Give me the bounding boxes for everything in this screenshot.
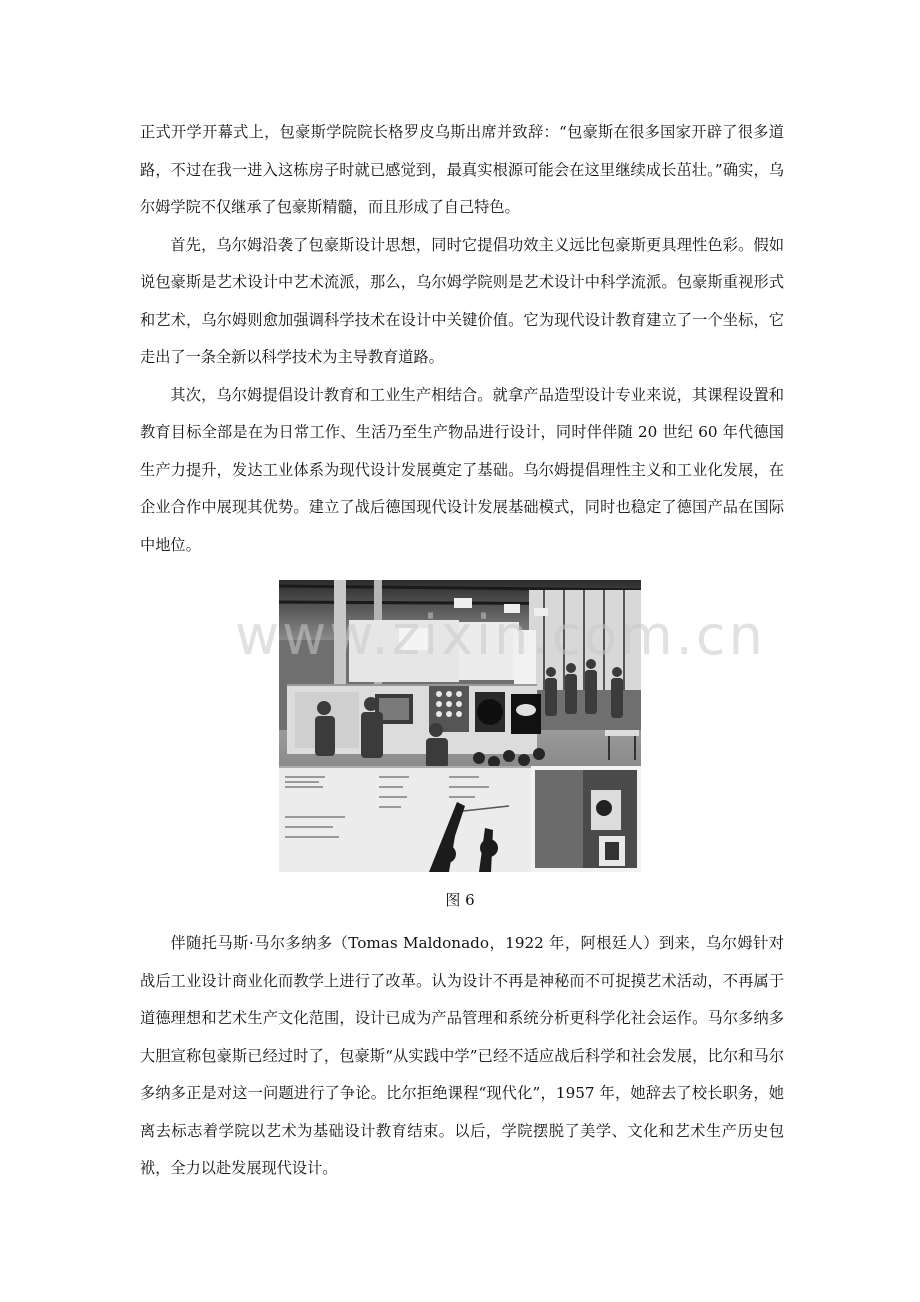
text-block-top (140, 114, 784, 564)
paragraph-2: 首先，乌尔姆沿袭了包豪斯设计思想，同时它提倡功效主义远比包豪斯更具理性色彩。假如说包豪斯是艺术设计中艺术流派，那么，乌尔姆学院则是艺术设计中科学流派。包豪斯重视形式和艺术，乌尔姆则愈加强调科学技术在设计中关键价值。它为现代设计教育建立了一个坐标，它走出了一条全新以科学技术为主导教育道路。 (140, 235, 784, 366)
text-block-bottom (140, 925, 784, 1188)
exhibition-photo (279, 580, 641, 872)
paragraph-1: 正式开学开幕式上，包豪斯学院院长格罗皮乌斯出席并致辞：“包豪斯在很多国家开辟了很多道路，不过在我一进入这栋房子时就已感觉到，最真实根源可能会在这里继续成长茁壮。”确实，乌尔姆学院不仅继承了包豪斯精髓，而且形成了自己特色。 (140, 123, 784, 216)
exhibition-photo-illustration (279, 580, 641, 872)
figure-caption: 图 6 (445, 891, 475, 909)
paragraph-3: 其次，乌尔姆提倡设计教育和工业生产相结合。就拿产品造型设计专业来说，其课程设置和教育目标全部是在为日常工作、生活乃至生产物品进行设计，同时伴伴随 20 世纪 60 年代德国生产力提升，发达工业体系为现代设计发展奠定了基础。乌尔姆提倡理性主义和工业化发展，在企业合作中展现其优势。建立了战后德国现代设计发展基础模式，同时也稳定了德国产品在国际中地位。 (140, 385, 784, 554)
paragraph-4: 伴随托马斯·马尔多纳多（Tomas Maldonado，1922 年，阿根廷人）到来，乌尔姆针对战后工业设计商业化而教学上进行了改革。认为设计不再是神秘而不可捉摸艺术活动，不再属于道德理想和艺术生产文化范围，设计已成为产品管理和系统分析更科学化社会运作。马尔多纳多大胆宣称包豪斯已经过时了，包豪斯“从实践中学”已经不适应战后科学和社会发展，比尔和马尔多纳多正是对这一问题进行了争论。比尔拒绝课程“现代化”，1957 年，她辞去了校长职务，她离去标志着学院以艺术为基础设计教育结束。以后，学院摆脱了美学、文化和艺术生产历史包袱，全力以赴发展现代设计。 (140, 934, 784, 1177)
watermark-text: www.zixin.com.cn (235, 604, 766, 667)
